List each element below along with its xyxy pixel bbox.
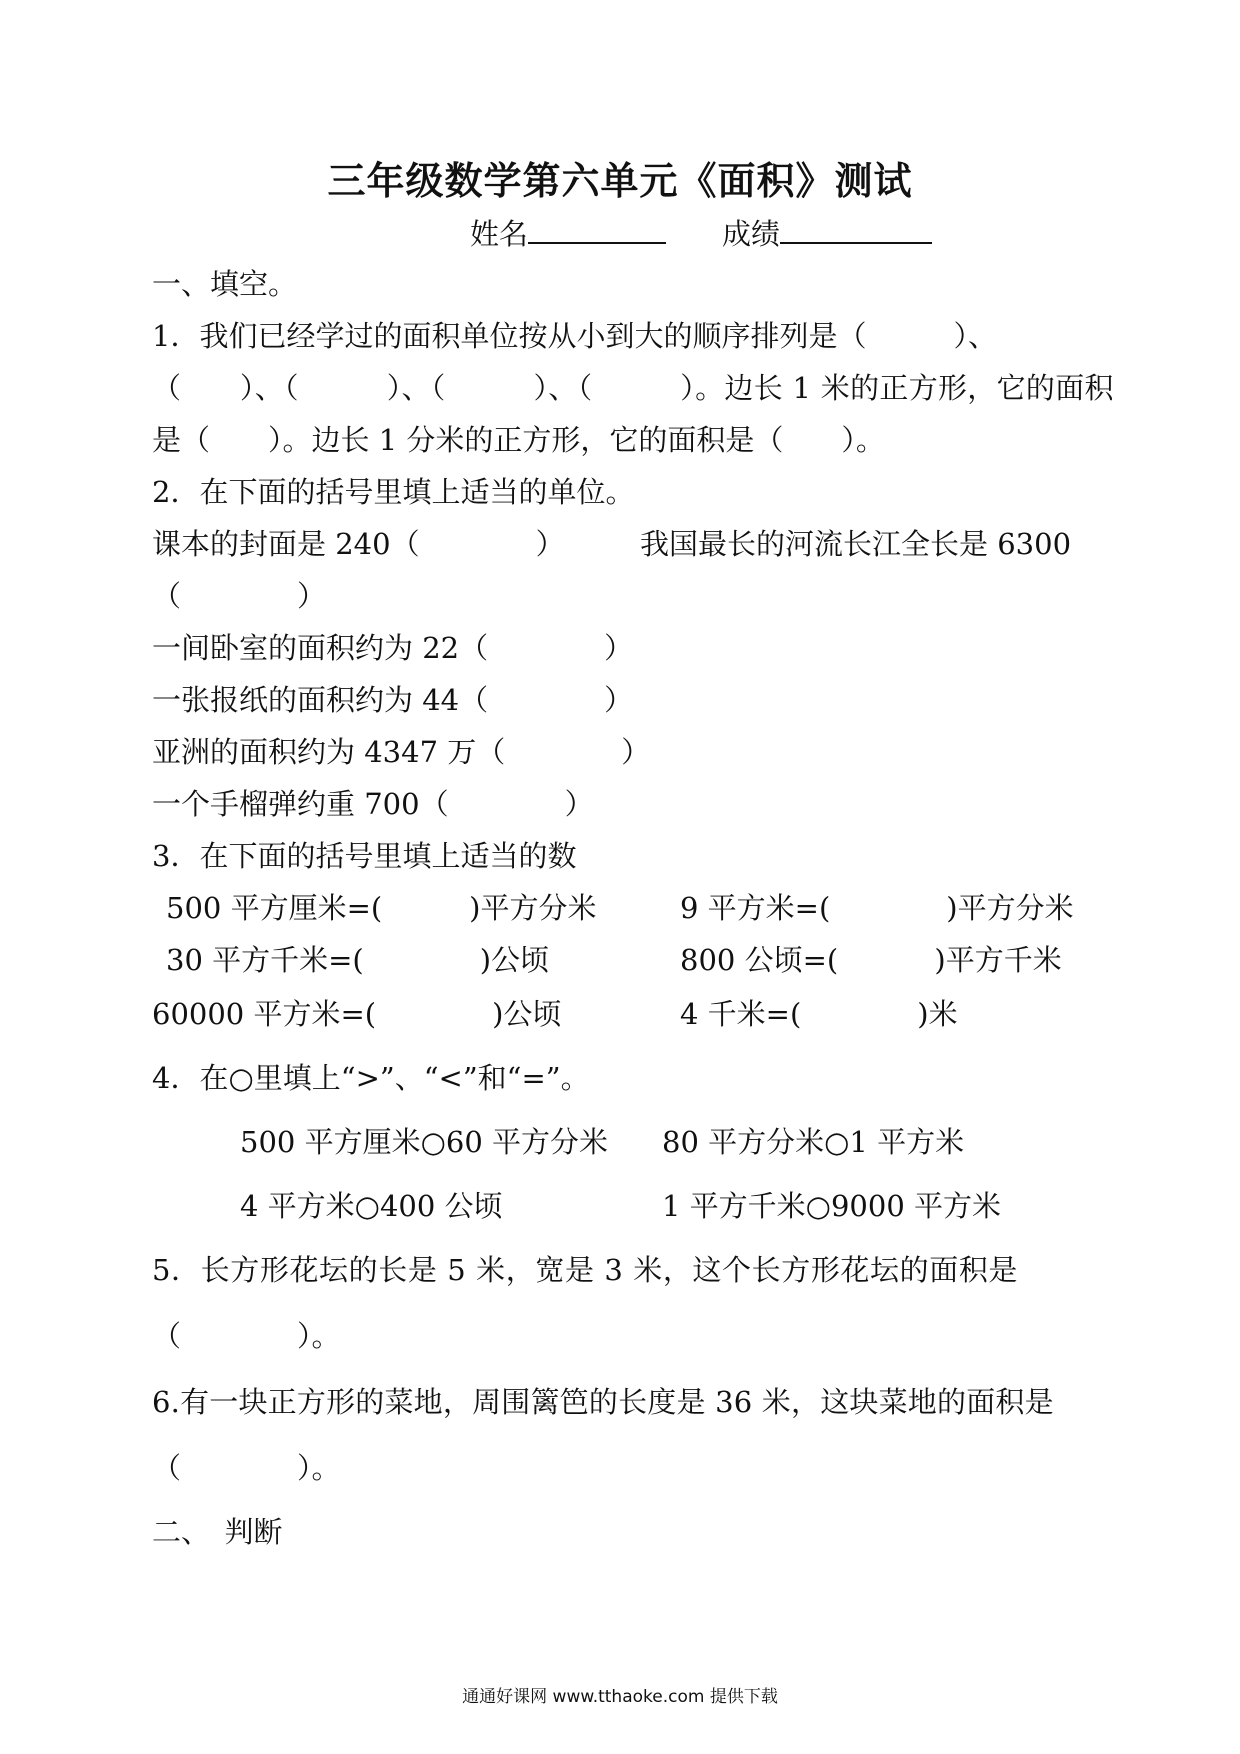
name-blank[interactable] bbox=[528, 212, 666, 244]
q3-row3-right: 4 千米=( )米 bbox=[680, 997, 958, 1031]
section1-heading: 一、填空。 bbox=[152, 267, 298, 301]
q2-item-c: 一张报纸的面积约为 44（ ） bbox=[152, 683, 634, 717]
page-title: 三年级数学第六单元《面积》测试 bbox=[327, 158, 913, 203]
q3-heading: 3．在下面的括号里填上适当的数 bbox=[152, 839, 577, 873]
q6-line1: 6.有一块正方形的菜地，周围篱笆的长度是 36 米，这块菜地的面积是 bbox=[152, 1385, 1054, 1419]
q2-item-a-left: 课本的封面是 240（ ） bbox=[152, 527, 565, 561]
q1-line3: 是（ ）。边长 1 分米的正方形，它的面积是（ ）。 bbox=[152, 423, 885, 457]
name-field bbox=[470, 212, 666, 254]
q4-row2-left: 4 平方米○400 公顷 bbox=[240, 1189, 503, 1223]
q4-row1-left: 500 平方厘米○60 平方分米 bbox=[240, 1125, 608, 1159]
q3-row1-right: 9 平方米=( )平方分米 bbox=[680, 891, 1074, 925]
name-label: 姓名 bbox=[470, 217, 529, 251]
q2-heading: 2．在下面的括号里填上适当的单位。 bbox=[152, 475, 635, 509]
q3-row2-left: 30 平方千米=( )公顷 bbox=[166, 943, 550, 977]
q2-item-a-right: 我国最长的河流长江全长是 6300 bbox=[640, 527, 1072, 561]
section2-heading: 二、 判断 bbox=[152, 1515, 283, 1549]
q1-line1: 1．我们已经学过的面积单位按从小到大的顺序排列是（ ）、 bbox=[152, 319, 997, 353]
q3-row3-left: 60000 平方米=( )公顷 bbox=[152, 997, 562, 1031]
q3-row1-left: 500 平方厘米=( )平方分米 bbox=[166, 891, 597, 925]
q6-line2: （ ）。 bbox=[152, 1451, 341, 1485]
q2-item-b: 一间卧室的面积约为 22（ ） bbox=[152, 631, 634, 665]
q1-line2: （ ）、（ ）、（ ）、（ ）。边长 1 米的正方形，它的面积 bbox=[152, 371, 1114, 405]
score-blank[interactable] bbox=[780, 212, 932, 244]
q4-row2-right: 1 平方千米○9000 平方米 bbox=[662, 1189, 1001, 1223]
q5-line1: 5．长方形花坛的长是 5 米，宽是 3 米，这个长方形花坛的面积是 bbox=[152, 1253, 1019, 1287]
q2-item-d: 亚洲的面积约为 4347 万（ ） bbox=[152, 735, 651, 769]
score-label: 成绩 bbox=[722, 217, 781, 251]
q4-heading: 4．在○里填上“>”、“<”和“=”。 bbox=[152, 1061, 590, 1095]
q2-item-e: 一个手榴弹约重 700（ ） bbox=[152, 787, 594, 821]
q2-item-a-cont: （ ） bbox=[152, 579, 327, 613]
footer-credit: 通通好课网 www.tthaoke.com 提供下载 bbox=[462, 1687, 778, 1707]
score-field bbox=[722, 212, 932, 254]
q5-line2: （ ）。 bbox=[152, 1319, 341, 1353]
q4-row1-right: 80 平方分米○1 平方米 bbox=[662, 1125, 965, 1159]
q3-row2-right: 800 公顷=( )平方千米 bbox=[680, 943, 1062, 977]
